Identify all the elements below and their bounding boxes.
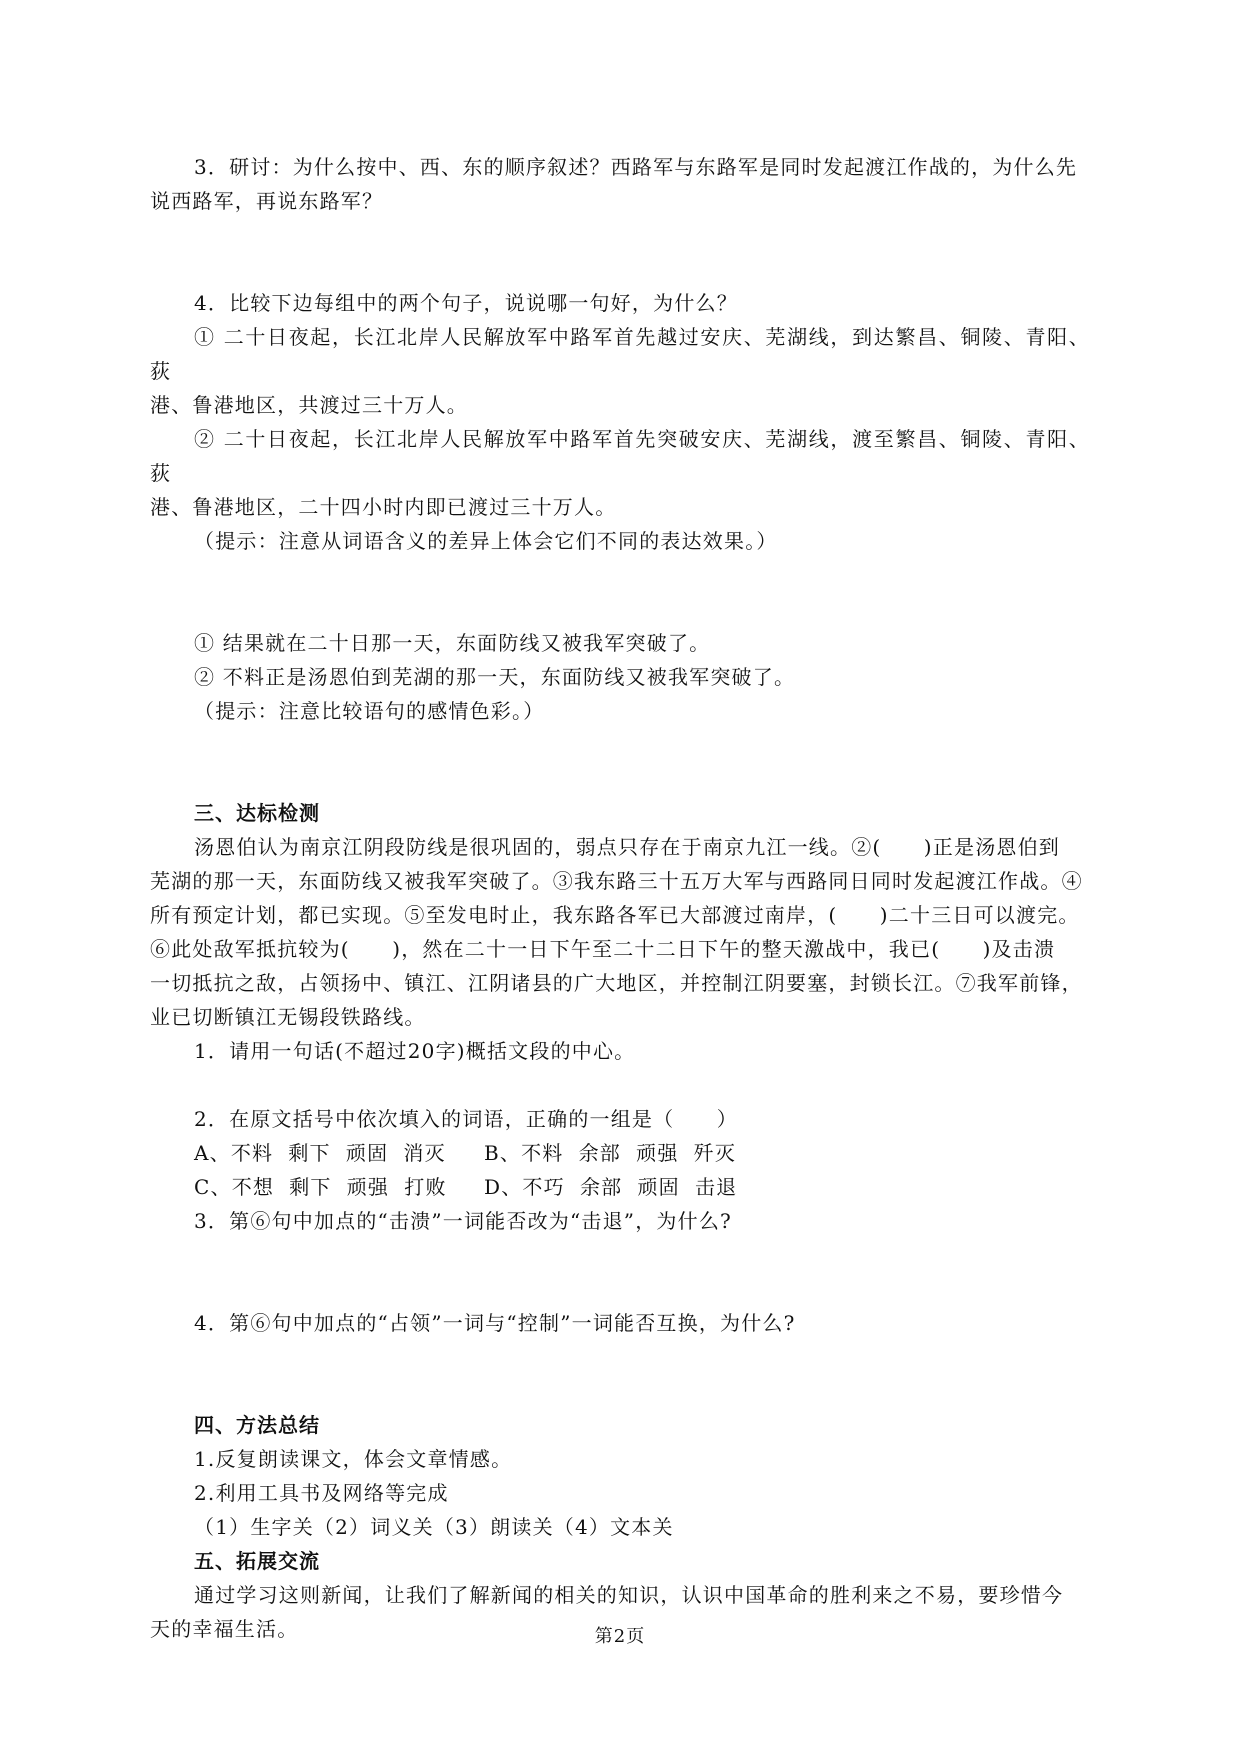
question-3-line-2: 说西路军，再说东路军？ (150, 189, 384, 213)
exercise-4: 4．第⑥句中加点的“占领”一词与“控制”一词能否互换，为什么? (194, 1311, 796, 1335)
document-body (150, 150, 1090, 1646)
exercise-2: 2．在原文括号中依次填入的词语，正确的一组是（ ） (194, 1107, 738, 1131)
passage-line: 芜湖的那一天，东面防线又被我军突破了。③我东路三十五万大军与西路同日同时发起渡江作战。④ (150, 869, 1083, 893)
sentence-3: ① 结果就在二十日那一天，东面防线又被我军突破了。 (194, 631, 711, 655)
method-item-1: 1.反复朗读课文，体会文章情感。 (194, 1447, 513, 1471)
exercise-1: 1．请用一句话(不超过20字)概括文段的中心。 (194, 1039, 636, 1063)
passage-line: ⑥此处敌军抵抗较为( )，然在二十一日下午至二十二日下午的整天激战中，我已( )及击溃 (150, 937, 1056, 961)
section-3-heading: 三、达标检测 (194, 801, 320, 825)
section-5-heading: 五、拓展交流 (194, 1549, 320, 1573)
option-b: B、不料 余部 顽强 歼灭 (484, 1141, 737, 1165)
hint-1: （提示：注意从词语含义的差异上体会它们不同的表达效果。） (194, 529, 778, 553)
options-row-2 (150, 1170, 1090, 1204)
question-3-line-1: 3．研讨：为什么按中、西、东的顺序叙述？西路军与东路军是同时发起渡江作战的，为什么先 (194, 155, 1078, 179)
sentence-2-line-1: ② 二十日夜起，长江北岸人民解放军中路军首先突破安庆、芜湖线，渡至繁昌、铜陵、青阳、荻 (150, 427, 1090, 485)
question-4: 4．比较下边每组中的两个句子，说说哪一句好，为什么？ (194, 291, 738, 315)
passage-line: 汤恩伯认为南京江阴段防线是很巩固的，弱点只存在于南京九江一线。②( )正是汤恩伯到 (194, 835, 1061, 859)
passage-line: 业已切断镇江无锡段铁路线。 (150, 1005, 426, 1029)
passage (150, 830, 1090, 1034)
extension-line-1: 通过学习这则新闻，让我们了解新闻的相关的知识，认识中国革命的胜利来之不易，要珍惜今 (194, 1583, 1064, 1607)
sentence-1-line-2: 港、鲁港地区，共渡过三十万人。 (150, 393, 468, 417)
option-d: D、不巧 余部 顽固 击退 (484, 1175, 738, 1199)
passage-line: 所有预定计划，都已实现。⑤至发电时止，我东路各军已大部渡过南岸，( )二十三日可以渡完。 (150, 903, 1080, 927)
option-a: A、不料 剩下 顽固 消灭 (194, 1141, 446, 1165)
sentence-1-line-1: ① 二十日夜起，长江北岸人民解放军中路军首先越过安庆、芜湖线，到达繁昌、铜陵、青阳、荻 (150, 325, 1090, 383)
options-row-1 (150, 1136, 1090, 1170)
method-item-2-sub: （1）生字关（2）词义关（3）朗读关（4）文本关 (194, 1515, 674, 1539)
extension-line-2: 天的幸福生活。 (150, 1617, 299, 1641)
sentence-4: ② 不料正是汤恩伯到芜湖的那一天，东面防线又被我军突破了。 (194, 665, 796, 689)
hint-2: （提示：注意比较语句的感情色彩。） (194, 699, 545, 723)
section-4-heading: 四、方法总结 (194, 1413, 320, 1437)
option-c: C、不想 剩下 顽强 打败 (194, 1175, 447, 1199)
method-item-2: 2.利用工具书及网络等完成 (194, 1481, 449, 1505)
page-number: 第2页 (594, 1626, 646, 1647)
passage-line: 一切抵抗之敌，占领扬中、镇江、江阴诸县的广大地区，并控制江阴要塞，封锁长江。⑦我军前锋， (150, 971, 1083, 995)
exercise-3: 3．第⑥句中加点的“击溃”一词能否改为“击退”，为什么? (194, 1209, 732, 1233)
sentence-2-line-2: 港、鲁港地区，二十四小时内即已渡过三十万人。 (150, 495, 617, 519)
